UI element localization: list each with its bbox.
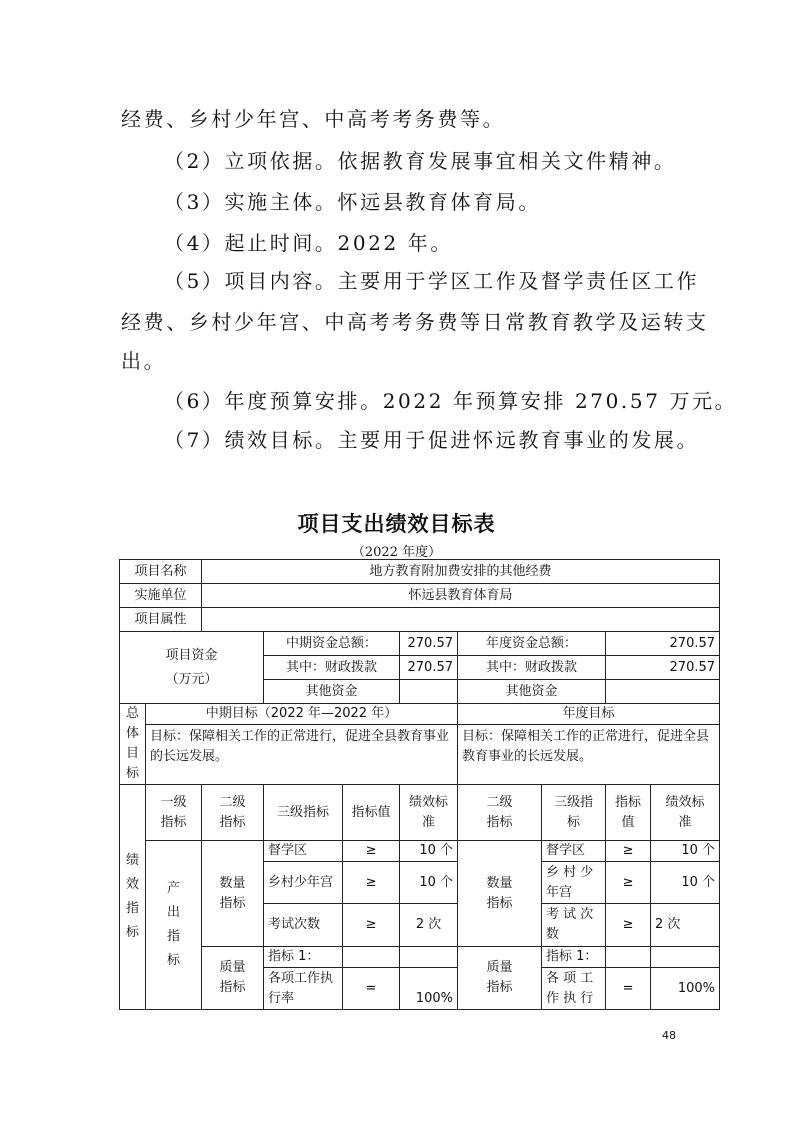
quantity-std: 10 个 — [400, 841, 458, 862]
y-quantity-name: 乡 村 少 年宫 — [542, 862, 606, 904]
header-y-std: 绩效标 准 — [651, 785, 720, 841]
quality-std — [400, 947, 458, 968]
year-fiscal-label: 其中：财政拨款 — [458, 656, 606, 680]
mid-other-value — [400, 680, 458, 704]
mid-goal-header: 中期目标（2022 年—2022 年） — [146, 704, 458, 725]
year-other-value — [606, 680, 720, 704]
body-line: （6）年度预算安排。2022 年预算安排 270.57 万元。 — [164, 389, 738, 413]
y-quantity-std: 10 个 — [651, 862, 720, 904]
quantity-op: ≥ — [343, 862, 400, 904]
header-level1: 一级 指标 — [146, 785, 202, 841]
table-row — [120, 560, 720, 584]
mid-total-label: 中期资金总额： — [264, 632, 400, 656]
body-line: 出。 — [121, 349, 167, 373]
table-row — [120, 947, 720, 968]
attr-value — [202, 608, 720, 632]
table-row — [120, 584, 720, 608]
y-quantity-op: ≥ — [606, 841, 651, 862]
perf-indicator-label: 绩 效 指 标 — [120, 785, 146, 1010]
table-row — [120, 841, 720, 862]
quality-std: 100% — [400, 968, 458, 1010]
y-quality-name: 各 项 工 作 执 行 — [542, 968, 606, 1010]
quantity-std: 10 个 — [400, 862, 458, 904]
table-row — [120, 725, 720, 785]
year-goal-text: 目标：保障相关工作的正常进行，促进全县教育事业的长远发展。 — [458, 725, 720, 785]
y-quantity-name: 督学区 — [542, 841, 606, 862]
quantity-name: 督学区 — [264, 841, 343, 862]
header-std: 绩效标 准 — [400, 785, 458, 841]
header-y-value: 指标 值 — [606, 785, 651, 841]
quality-name: 指标 1： — [264, 947, 343, 968]
mid-fiscal-value: 270.57 — [400, 656, 458, 680]
mid-goal-text: 目标：保障相关工作的正常进行，促进全县教育事业的长远发展。 — [146, 725, 458, 785]
year-other-label: 其他资金 — [458, 680, 606, 704]
y-quantity-label: 数量 指标 — [458, 841, 542, 947]
body-line: （2）立项依据。依据教育发展事宜相关文件精神。 — [164, 149, 677, 173]
quality-op: = — [343, 968, 400, 1010]
year-fiscal-value: 270.57 — [606, 656, 720, 680]
quantity-std: 2 次 — [400, 904, 458, 947]
unit-label: 实施单位 — [120, 584, 202, 608]
year-total-value: 270.57 — [606, 632, 720, 656]
quantity-op: ≥ — [343, 841, 400, 862]
project-name-value: 地方教育附加费安排的其他经费 — [202, 560, 720, 584]
header-y-level3: 三级指 标 — [542, 785, 606, 841]
y-quality-op: = — [606, 968, 651, 1010]
performance-table — [119, 559, 720, 1010]
y-quality-name: 指标 1： — [542, 947, 606, 968]
body-line: （4）起止时间。2022 年。 — [164, 231, 453, 255]
unit-value: 怀远县教育体育局 — [202, 584, 720, 608]
y-quantity-name: 考 试 次 数 — [542, 904, 606, 947]
body-line: 经费、乡村少年宫、中高考考务费等。 — [121, 107, 506, 131]
quality-op — [343, 947, 400, 968]
mid-total-value: 270.57 — [400, 632, 458, 656]
body-line: 经费、乡村少年宫、中高考考务费等日常教育教学及运转支 — [121, 310, 709, 334]
quality-label: 质量 指标 — [202, 947, 264, 1010]
mid-other-label: 其他资金 — [264, 680, 400, 704]
attr-label: 项目属性 — [120, 608, 202, 632]
quantity-op: ≥ — [343, 904, 400, 947]
project-name-label: 项目名称 — [120, 560, 202, 584]
output-indicator-label: 产 出 指 标 — [146, 841, 202, 1010]
table-row — [120, 632, 720, 656]
overall-goal-label: 总 体 目 标 — [120, 704, 146, 785]
header-value: 指标值 — [343, 785, 400, 841]
table-title: 项目支出绩效目标表 — [297, 512, 496, 536]
y-quantity-op: ≥ — [606, 862, 651, 904]
body-line: （5）项目内容。主要用于学区工作及督学责任区工作 — [164, 269, 700, 293]
y-quality-std: 100% — [651, 968, 720, 1010]
table-row — [120, 785, 720, 841]
table-row — [120, 608, 720, 632]
quantity-name: 乡村少年宫 — [264, 862, 343, 904]
header-level2: 二级 指标 — [202, 785, 264, 841]
mid-fiscal-label: 其中：财政拨款 — [264, 656, 400, 680]
y-quality-op — [606, 947, 651, 968]
header-level3: 三级指标 — [264, 785, 343, 841]
quantity-label: 数量 指标 — [202, 841, 264, 947]
body-line: （3）实施主体。怀远县教育体育局。 — [164, 190, 541, 214]
y-quantity-std: 10 个 — [651, 841, 720, 862]
y-quality-std — [651, 947, 720, 968]
y-quality-label: 质量 指标 — [458, 947, 542, 1010]
quantity-name: 考试次数 — [264, 904, 343, 947]
body-line: （7）绩效目标。主要用于促进怀远教育事业的发展。 — [164, 428, 700, 452]
page-number: 48 — [662, 1029, 676, 1042]
year-goal-header: 年度目标 — [458, 704, 720, 725]
table-subtitle: （2022 年度） — [351, 545, 442, 560]
y-quantity-op: ≥ — [606, 904, 651, 947]
table-row — [120, 704, 720, 725]
year-total-label: 年度资金总额： — [458, 632, 606, 656]
quality-name: 各项工作执 行率 — [264, 968, 343, 1010]
y-quantity-std: 2 次 — [651, 904, 720, 947]
funds-label: 项目资金 （万元） — [120, 632, 264, 704]
header-y-level2: 二级 指标 — [458, 785, 542, 841]
